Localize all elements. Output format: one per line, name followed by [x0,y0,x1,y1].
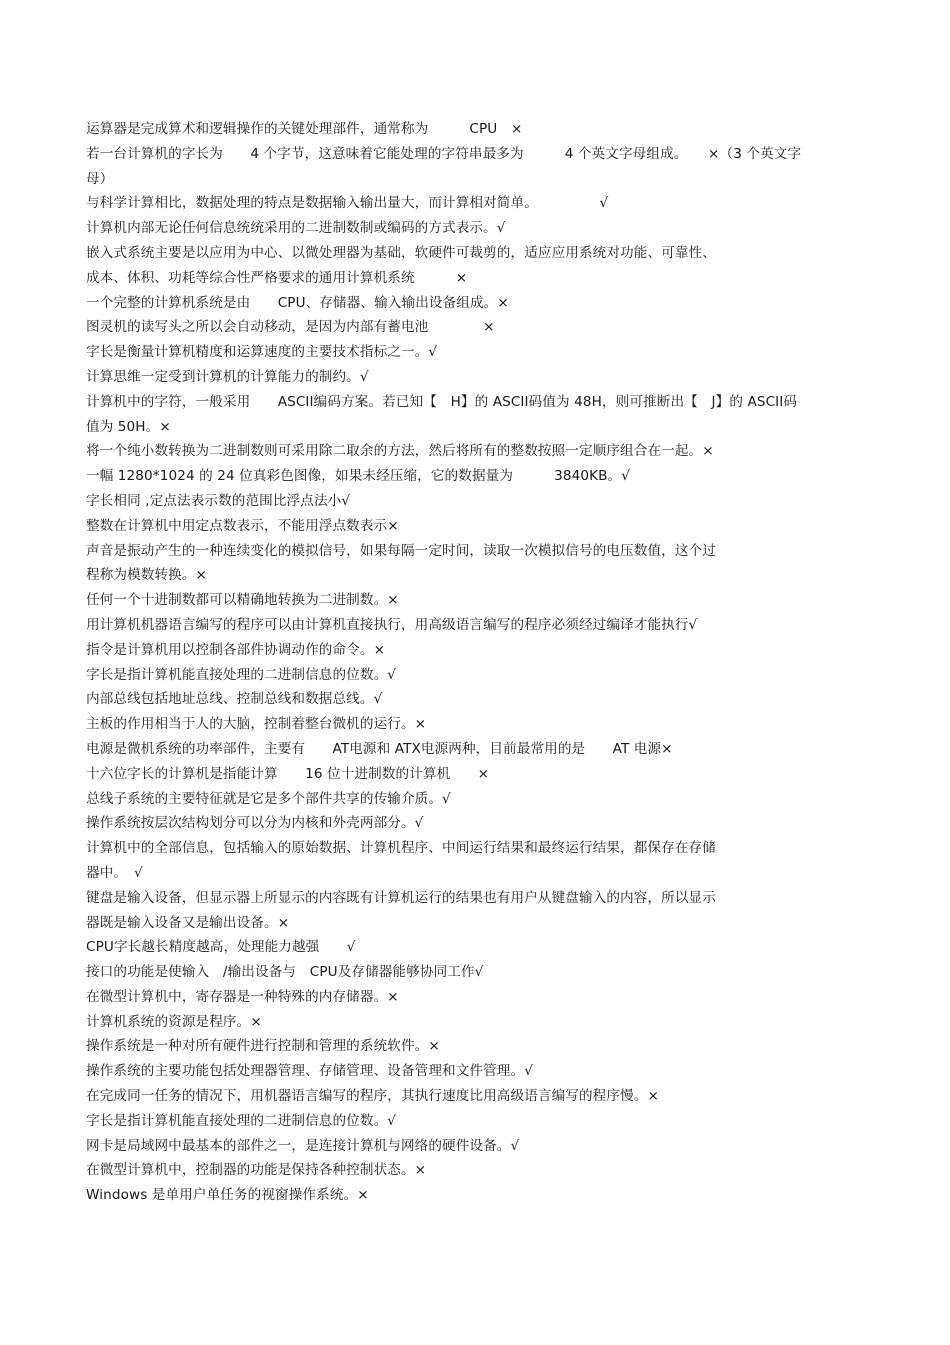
document-body [86,117,866,1208]
text-line: 接口的功能是使输入 /输出设备与 CPU及存储器能够协同工作√ [86,964,484,981]
text-line: 十六位字长的计算机是指能计算 16 位十进制数的计算机 × [86,765,490,782]
text-line: 一个完整的计算机系统是由 CPU、存储器、输入输出设备组成。× [86,294,509,311]
text-line: 计算机内部无论任何信息统统采用的二进制数制或编码的方式表示。√ [86,220,506,237]
text-line: 字长相同 ,定点法表示数的范围比浮点法小√ [86,492,351,509]
text-line: 嵌入式系统主要是以应用为中心、以微处理器为基础，软硬件可裁剪的，适应应用系统对功能、可靠性、 [86,244,716,261]
text-line: 操作系统按层次结构划分可以分为内核和外壳两部分。√ [86,815,424,832]
text-line: 用计算机机器语言编写的程序可以由计算机直接执行，用高级语言编写的程序必须经过编译才能执行√ [86,616,698,633]
text-line: 字长是衡量计算机精度和运算速度的主要技术指标之一。√ [86,344,438,361]
text-line: 若一台计算机的字长为 4 个字节，这意味着它能处理的字符串最多为 4 个英文字母组成。 ×（3 个英文字 [86,145,802,162]
text-line: 成本、体积、功耗等综合性严格要求的通用计算机系统 × [86,269,468,286]
text-line: 字长是指计算机能直接处理的二进制信息的位数。√ [86,1112,397,1129]
text-line: CPU字长越长精度越高，处理能力越强 √ [86,939,356,956]
text-line: 指令是计算机用以控制各部件协调动作的命令。× [86,641,386,658]
text-line: 键盘是输入设备，但显示器上所显示的内容既有计算机运行的结果也有用户从键盘输入的内容，所以显示 [86,889,716,906]
text-line: 在完成同一任务的情况下，用机器语言编写的程序，其执行速度比用高级语言编写的程序慢。× [86,1088,659,1105]
text-line: 图灵机的读写头之所以会自动移动，是因为内部有蓄电池 × [86,319,495,336]
text-line: 内部总线包括地址总线、控制总线和数据总线。√ [86,691,383,708]
text-line: 主板的作用相当于人的大脑，控制着整台微机的运行。× [86,716,427,733]
text-line: 计算机中的全部信息，包括输入的原始数据、计算机程序、中间运行结果和最终运行结果，都保存在存储 [86,840,716,857]
text-line: 操作系统是一种对所有硬件进行控制和管理的系统软件。× [86,1038,440,1055]
text-line: 运算器是完成算术和逻辑操作的关键处理部件，通常称为 CPU × [86,121,523,137]
text-line: 字长是指计算机能直接处理的二进制信息的位数。√ [86,666,397,683]
text-line: 声音是振动产生的一种连续变化的模拟信号，如果每隔一定时间，读取一次模拟信号的电压数值，这个过 [86,542,716,559]
text-line: 电源是微机系统的功率部件，主要有 AT电源和 ATX电源两种，目前最常用的是 AT 电源× [86,740,673,757]
text-line: 值为 50H。× [86,418,171,435]
text-line: 程称为模数转换。× [86,567,208,584]
text-line: 在微型计算机中，寄存器是一种特殊的内存储器。× [86,988,399,1005]
text-line: 计算机系统的资源是程序。× [86,1013,262,1030]
text-line: 器既是输入设备又是输出设备。× [86,914,290,931]
text-line: 操作系统的主要功能包括处理器管理、存储管理、设备管理和文件管理。√ [86,1063,533,1080]
text-line: 网卡是局域网中最基本的部件之一，是连接计算机与网络的硬件设备。√ [86,1137,520,1154]
text-line: 与科学计算相比，数据处理的特点是数据输入输出量大，而计算相对简单。 √ [86,195,609,212]
text-line: 总线子系统的主要特征就是它是多个部件共享的传输介质。√ [86,790,451,807]
text-line: 整数在计算机中用定点数表示，不能用浮点数表示× [86,517,399,534]
text-line: 计算机中的字符，一般采用 ASCII编码方案。若已知【 H】的 ASCII码值为 48H，则可推断出【 J】的 ASCII码 [86,393,798,410]
text-line: 任何一个十进制数都可以精确地转换为二进制数。× [86,592,399,609]
text-line: 在微型计算机中，控制器的功能是保持各种控制状态。× [86,1162,427,1179]
text-line: 一幅 1280*1024 的 24 位真彩色图像，如果未经压缩，它的数据量为 3840KB。√ [86,468,630,485]
text-line: 器中。 √ [86,864,143,881]
text-line: Windows 是单用户单任务的视窗操作系统。× [86,1187,369,1204]
text-line: 将一个纯小数转换为二进制数则可采用除二取余的方法，然后将所有的整数按照一定顺序组合在一起。× [86,443,714,460]
text-line: 计算思维一定受到计算机的计算能力的制约。√ [86,368,369,385]
text-line: 母） [86,170,114,187]
